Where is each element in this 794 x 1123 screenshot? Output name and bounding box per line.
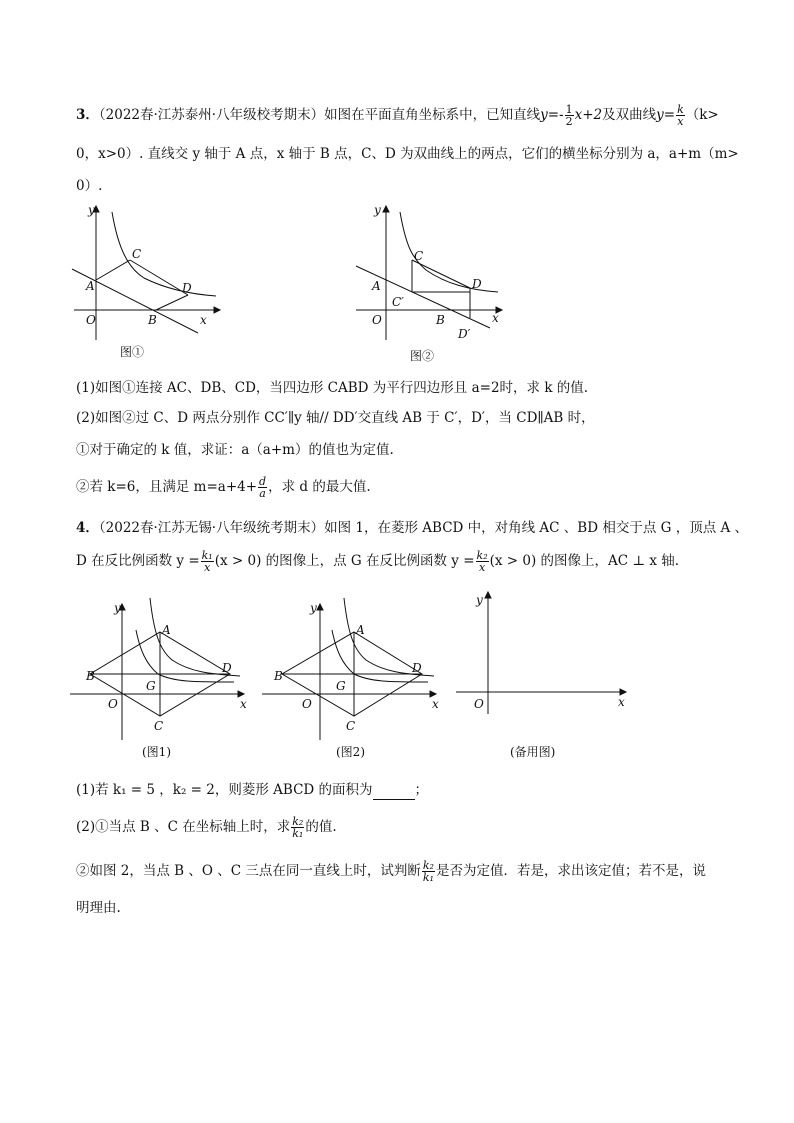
label-x: x [618, 695, 625, 709]
q3-part1: (1)如图①连接 AC、DB、CD，当四边形 CABD 为平行四边形且 a=2时，求 k 的值. [76, 380, 589, 396]
q4-text-c: (x > 0) 的图像上，AC ⊥ x 轴. [489, 553, 680, 569]
k2-fraction [476, 550, 489, 573]
label-x: x [200, 313, 207, 327]
label-y: y [476, 593, 483, 607]
answer-blank[interactable] [373, 785, 415, 800]
caption-fig3: (备用图) [510, 745, 556, 759]
frac-num: d [259, 475, 267, 488]
frac-den: k₁ [292, 827, 304, 840]
q3-part4 [76, 476, 371, 499]
label-y: y [114, 601, 121, 615]
q4-text-b: (x > 0) 的图像上，点 G 在反比例函数 y = [214, 553, 475, 569]
segment-db [156, 295, 188, 310]
label-b: B [148, 313, 157, 327]
q4-part1-text-b: ； [414, 782, 429, 798]
q4-part3-text-b: 是否为定值．若是，求出该定值；若不是，说 [435, 863, 706, 879]
k1-num: k₁ [201, 549, 213, 562]
label-o: O [86, 313, 96, 327]
label-c-prime: C′ [392, 295, 404, 309]
x-axis-arrow [214, 307, 220, 313]
segment-cd [412, 260, 470, 288]
q4-text-a: D 在反比例函数 y = [76, 553, 200, 569]
label-x: x [432, 697, 439, 711]
label-o: O [108, 697, 118, 711]
q4-part1-text-a: (1)若 k₁ = 5 ，k₂ = 2，则菱形 ABCD 的面积为 [76, 782, 373, 798]
frac-den: k₁ [422, 871, 434, 884]
label-o: O [302, 697, 312, 711]
label-o: O [372, 313, 382, 327]
q4-figure-2 [262, 590, 442, 770]
label-c: C [414, 249, 424, 263]
q4-line1 [76, 518, 748, 538]
q3-text-c: （k> [685, 107, 719, 123]
q4-part4: 明理由. [76, 900, 121, 916]
k2-den: x [478, 561, 486, 574]
eq1-den: 2 [565, 115, 573, 128]
q4-part2-text-a: (2)①当点 B 、C 在坐标轴上时，求 [76, 819, 291, 835]
q3-part3: ①对于确定的 k 值，求证：a（a+m）的值也为定值. [76, 442, 394, 458]
q3-part4-fraction [258, 476, 267, 499]
frac-den: a [259, 487, 266, 500]
eq1-rhs: x+2 [574, 107, 603, 123]
eq2-num: k [677, 103, 684, 116]
label-d: D [472, 277, 482, 291]
label-g: G [336, 679, 346, 693]
k1-den: x [204, 561, 211, 574]
k1-fraction [201, 550, 214, 573]
label-d-prime: D′ [458, 327, 471, 341]
caption-fig2: (图2) [336, 745, 365, 759]
label-d: D [222, 661, 232, 675]
q3-part4-text-b: ，求 d 的最大值. [268, 479, 371, 495]
label-a: A [356, 623, 365, 637]
q4-part2-text-b: 的值. [305, 819, 337, 835]
q3-text-b: 及双曲线 [602, 107, 657, 123]
label-c: C [346, 719, 356, 733]
label-b: B [274, 669, 283, 683]
q3-part2: (2)如图②过 C、D 两点分别作 CC′∥y 轴// DD′交直线 AB 于 C′，D′，当 CD∥AB 时， [76, 410, 595, 426]
q3-part4-text-a: ②若 k=6，且满足 m=a+4+ [76, 479, 258, 495]
eq2-fraction [676, 104, 685, 127]
y-axis-arrow [317, 604, 323, 610]
label-a: A [162, 623, 171, 637]
segment-ac [96, 260, 130, 280]
frac-num: k₂ [422, 859, 434, 872]
label-y: y [374, 203, 381, 217]
q3-text: 如图在平面直角坐标系中，已知直线 [324, 107, 541, 123]
q4-text: 如图 1，在菱形 ABCD 中，对角线 AC 、BD 相交于点 G ，顶点 A 、 [324, 520, 749, 536]
eq2-den: x [677, 115, 684, 128]
label-a: A [372, 279, 381, 293]
label-o: O [474, 697, 484, 711]
caption-fig1: 图① [120, 345, 145, 359]
q4-part1 [76, 780, 428, 800]
label-b: B [86, 669, 95, 683]
label-x: x [492, 311, 499, 325]
q3-line2: 0，x>0）. 直线交 y 轴于 A 点，x 轴于 B 点，C、D 为双曲线上的两点，它们的横坐标分别为 a，a+m（m> [76, 146, 739, 162]
label-c: C [132, 247, 142, 261]
q4-part2 [76, 816, 337, 839]
eq1-lhs: y=- [540, 107, 564, 123]
q3-figure-1 [68, 200, 228, 370]
q3-line1 [76, 104, 719, 127]
frac-num: k₂ [292, 815, 304, 828]
q4-figure-3 [454, 590, 634, 770]
label-a: A [86, 279, 95, 293]
k2-over-k1-fraction [291, 816, 304, 839]
eq1-num: 1 [565, 103, 573, 116]
y-axis-arrow [485, 592, 491, 598]
label-y: y [88, 203, 95, 217]
q3-number: 3． [76, 107, 99, 123]
label-b: B [436, 313, 445, 327]
label-x: x [240, 697, 247, 711]
hyperbola [112, 212, 216, 296]
label-y: y [310, 601, 317, 615]
label-c: C [154, 719, 164, 733]
q4-number: 4． [76, 520, 99, 536]
q3-figure-2 [350, 200, 510, 370]
q3-source: （2022春·江苏泰州·八年级校考期末） [98, 107, 325, 123]
caption-fig1: (图1) [142, 745, 171, 759]
q4-part3 [76, 860, 706, 883]
q4-line2 [76, 550, 679, 573]
caption-fig2: 图② [410, 349, 435, 363]
eq2-lhs: y= [656, 107, 676, 123]
segment-cd [130, 260, 188, 295]
q4-part3-text-a: ②如图 2，当点 B 、O 、C 三点在同一直线上时，试判断 [76, 863, 421, 879]
label-d: D [182, 281, 192, 295]
label-g: G [146, 679, 156, 693]
q4-source: （2022春·江苏无锡·八年级统考期末） [98, 520, 325, 536]
q3-line3: 0）. [76, 178, 103, 194]
y-axis-arrow [383, 206, 389, 212]
k2-num: k₂ [476, 549, 488, 562]
label-d: D [412, 661, 422, 675]
k2-over-k1-fraction [422, 860, 435, 883]
q4-figure-1 [70, 590, 250, 770]
eq1-fraction [565, 104, 574, 127]
